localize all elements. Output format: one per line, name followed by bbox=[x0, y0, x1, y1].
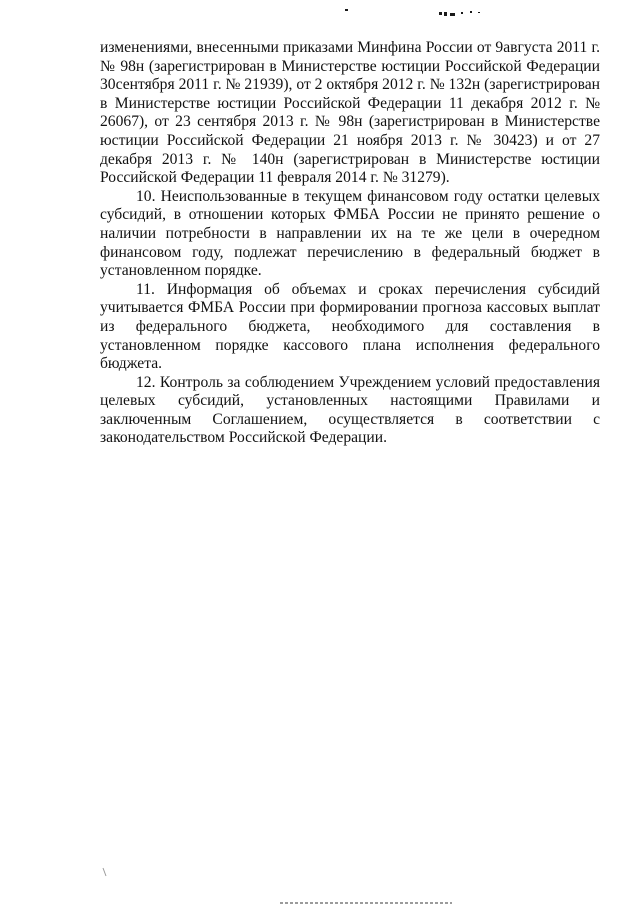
paragraph-11: 11. Информация об объемах и сроках перечисления субсидий учитывается ФМБА России при формировании прогноза кассовых выплат из федерального бюджета, необходимого для составления в установленном порядке кассового плана исполнения федерального бюджета. bbox=[100, 280, 600, 373]
scan-speck-cluster bbox=[345, 9, 480, 16]
paragraph-12: 12. Контроль за соблюдением Учреждением условий предоставления целевых субсидий, установленных настоящими Правилами и заключенным Соглашением, осуществляется в соответствии с законодательством Российской Федерации. bbox=[100, 373, 600, 447]
paragraph-10: 10. Неиспользованные в текущем финансовом году остатки целевых субсидий, в отношении которых ФМБА России не принято решение о наличии потребности в направлении их на те же цели в очередном финансовом году, подлежат перечислению в федеральный бюджет в установленном порядке. bbox=[100, 187, 600, 280]
document-body bbox=[100, 39, 600, 448]
scan-stray-mark bbox=[103, 868, 106, 876]
paragraph-continuation: изменениями, внесенными приказами Минфина России от 9августа 2011 г. № 98н (зарегистрирован в Министерстве юстиции Российской Федерации 30сентября 2011 г. № 21939), от 2 октября 2012 г. № 132н (зарегистрирован в Министерстве юстиции Российской Федерации 11 декабря 2012 г. № 26067), от 23 сентября 2013 г. № 98н (зарегистрирован в Министерстве юстиции Российской Федерации 21 ноября 2013 г. № 30423) и от 27 декабря 2013 г. № 140н (зарегистрирован в Министерстве юстиции Российской Федерации 11 февраля 2014 г. № 31279). bbox=[100, 39, 600, 187]
